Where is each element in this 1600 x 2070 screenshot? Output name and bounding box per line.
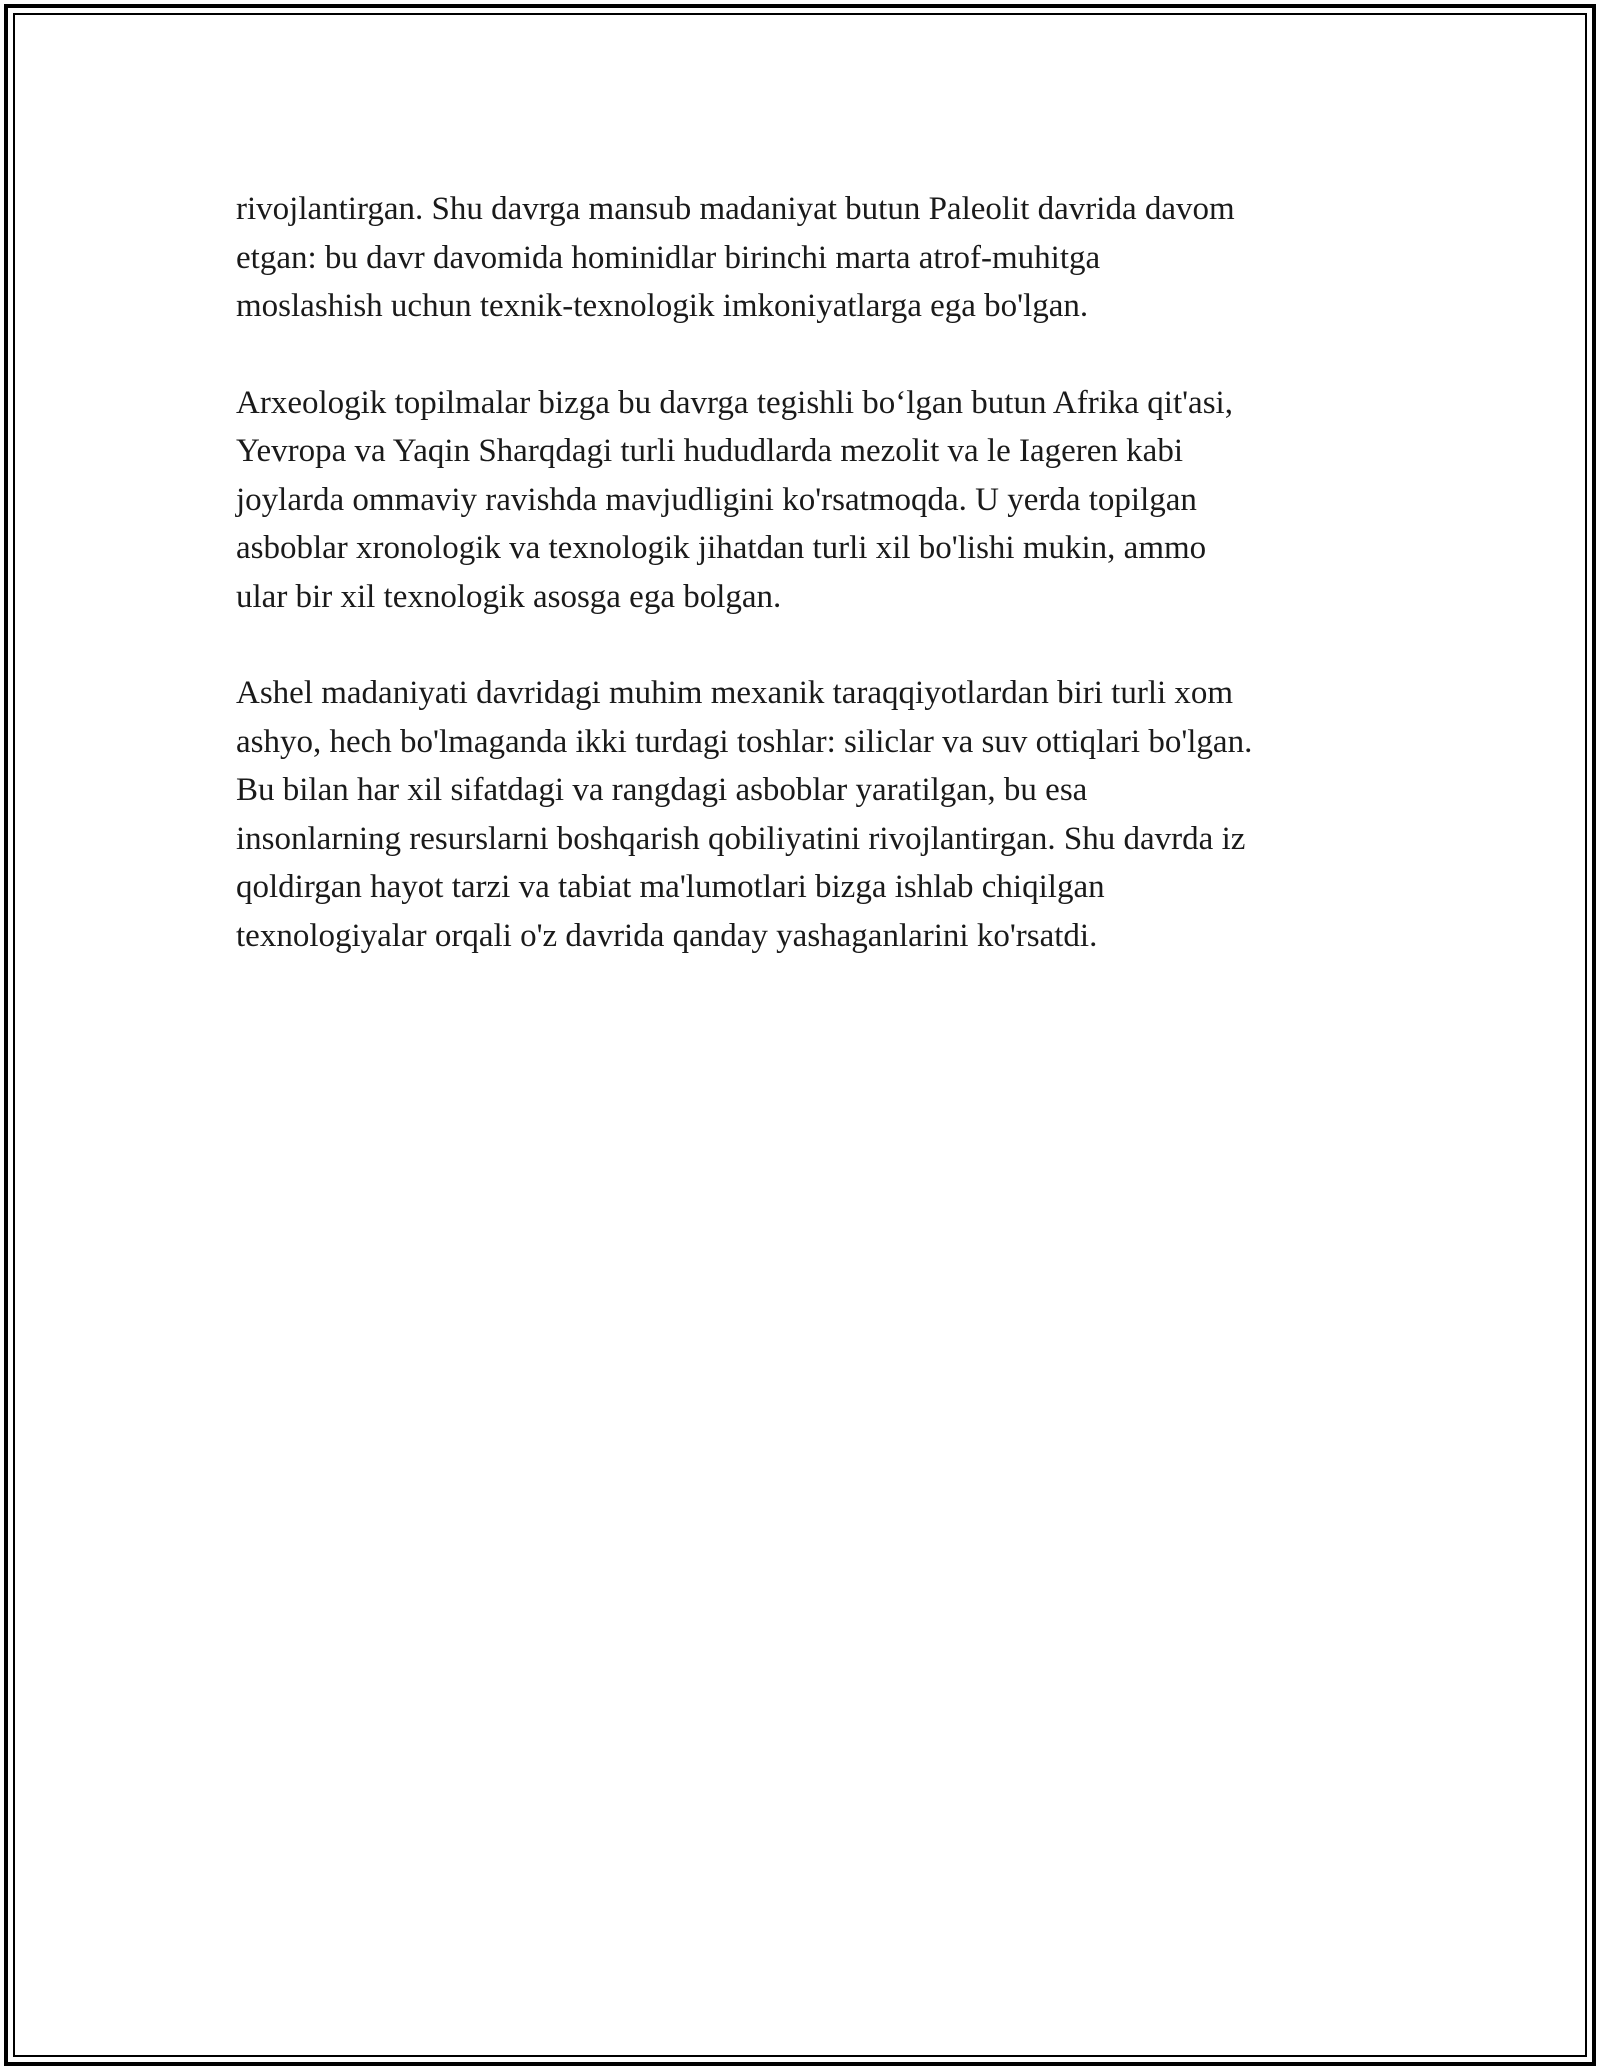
text-line: rivojlantirgan. Shu davrga mansub madaniyat butun Paleolit davrida davom — [236, 191, 1235, 227]
text-line: qoldirgan hayot tarzi va tabiat ma'lumotlari bizga ishlab chiqilgan — [236, 869, 1105, 905]
text-line: Arxeologik topilmalar bizga bu davrga tegishli bo‘lgan butun Afrika qit'asi, — [236, 384, 1233, 421]
text-line: joylarda ommaviy ravishda mavjudligini ko'rsatmoqda. U yerda topilgan — [236, 481, 1197, 518]
text-line: ular bir xil texnologik asosga ega bolgan. — [236, 578, 782, 615]
text-line: asboblar xronologik va texnologik jihatdan turli xil bo'lishi mukin, ammo — [236, 530, 1207, 566]
text-line: Ashel madaniyati davridagi muhim mexanik taraqqiyotlardan biri turli xom — [236, 675, 1234, 711]
text-line: Bu bilan har xil sifatdagi va rangdagi asboblar yaratilgan, bu esa — [236, 772, 1088, 808]
text-line: ashyo, hech bo'lmaganda ikki turdagi toshlar: siliclar va suv ottiqlari bo'lgan. — [236, 723, 1253, 760]
text-line: Yevropa va Yaqin Sharqdagi turli hududlarda mezolit va le Iageren kabi — [236, 433, 1183, 469]
text-line: insonlarning resurslarni boshqarish qobiliyatini rivojlantirgan. Shu davrda iz — [236, 820, 1246, 857]
paragraph-1 — [236, 185, 1376, 331]
paragraph-3 — [236, 669, 1376, 960]
text-line: moslashish uchun texnik-texnologik imkoniyatlarga ega bo'lgan. — [236, 288, 1089, 324]
document-body — [236, 185, 1376, 1008]
paragraph-2 — [236, 379, 1376, 622]
text-line: texnologiyalar orqali o'z davrida qanday yashaganlarini ko'rsatdi. — [236, 917, 1098, 954]
text-line: etgan: bu davr davomida hominidlar birinchi marta atrof-muhitga — [236, 239, 1101, 276]
